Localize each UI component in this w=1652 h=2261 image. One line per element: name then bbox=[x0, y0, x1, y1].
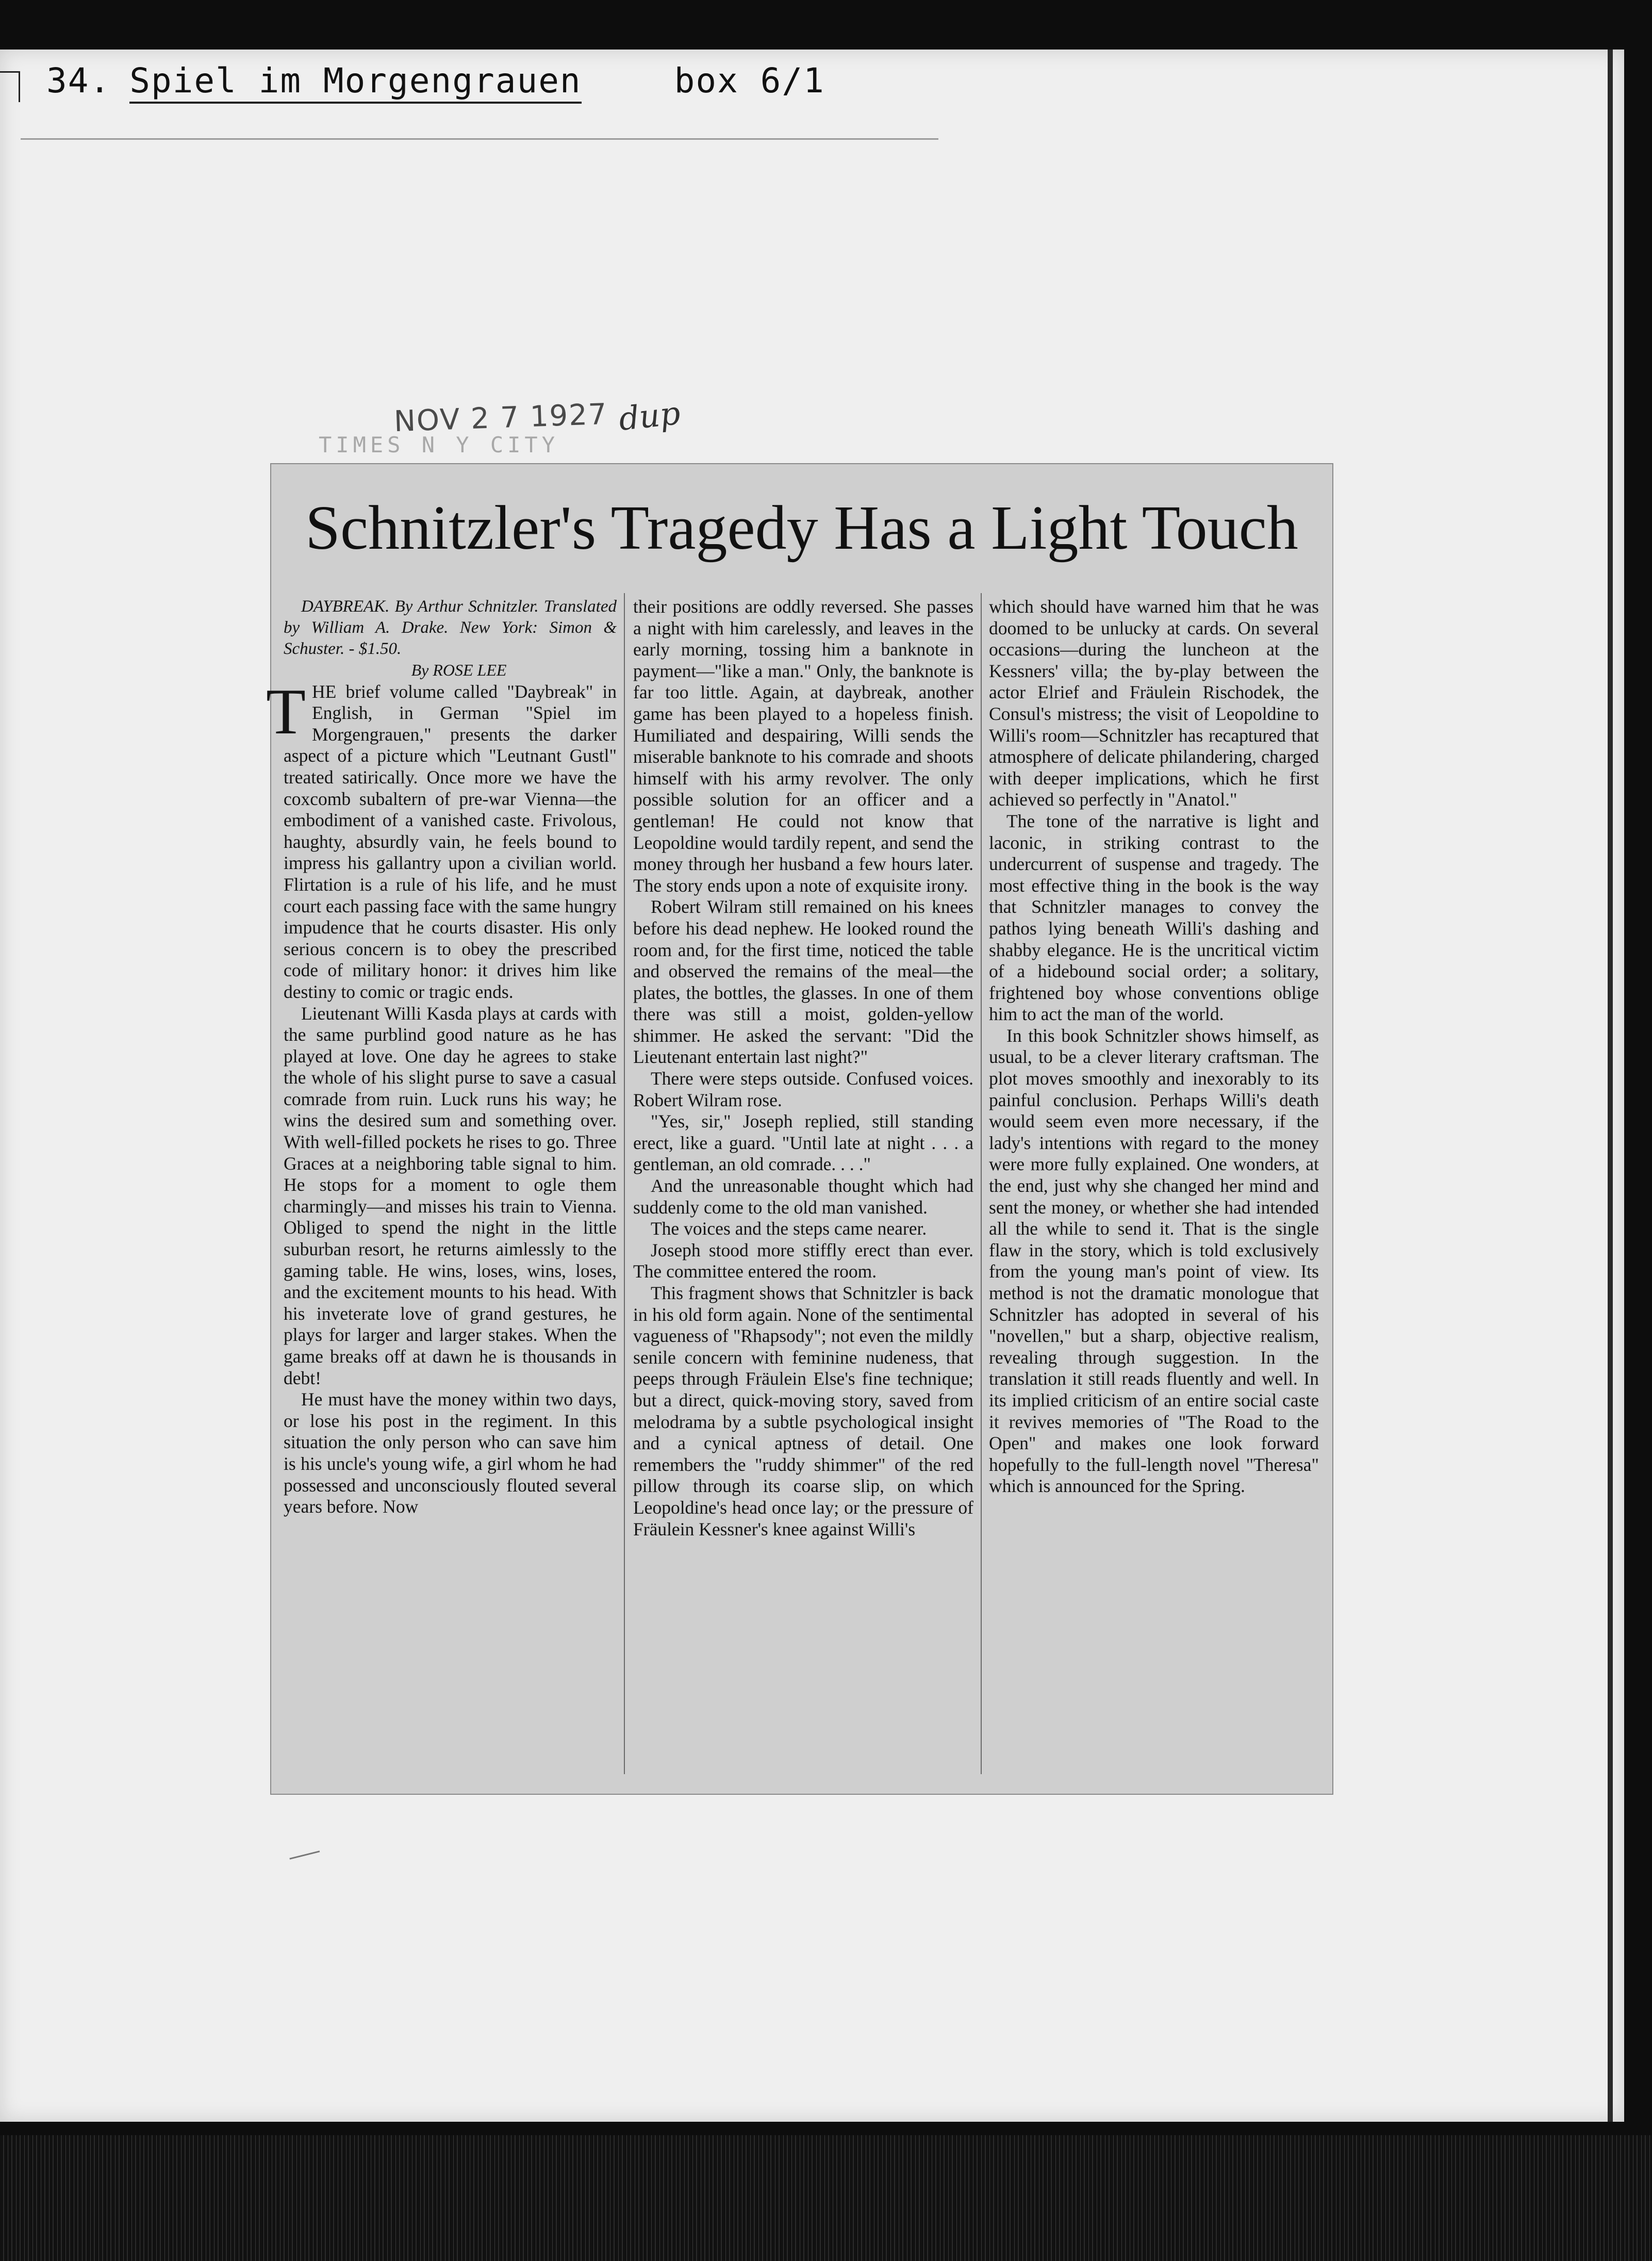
paragraph-text: HE brief volume called "Daybreak" in English, in German "Spiel im Morgengrauen," presents the darker aspect of a picture which "Leutnant Gustl" treated satirically. Once more we have the coxcomb subaltern of pre-war Vienna—the embodiment of a vanished caste. Frivolous, haughty, absurdly vain, he feels bound to impress his gallantry upon a civilian world. Flirtation is a rule of his life, and he must court each passing face with the same hungry impudence that he courts disaster. His only serious concern is to obey the prescribed code of military honor: it drives him like destiny to comic or tragic ends. bbox=[284, 681, 617, 1002]
drop-cap: T bbox=[266, 676, 306, 748]
sheet-edge bbox=[1608, 50, 1613, 2122]
item-number: 34. bbox=[46, 61, 111, 101]
column-rule bbox=[624, 593, 625, 1774]
date-stamp: NOV 2 7 1927 bbox=[393, 397, 608, 439]
article-column-2 bbox=[633, 596, 973, 1540]
book-byline: DAYBREAK. By Arthur Schnitzler. Translated by William A. Drake. New York: Simon & Schuster. - $1.50. bbox=[284, 597, 617, 658]
article-paragraph bbox=[266, 676, 617, 1003]
quoted-paragraph: There were steps outside. Confused voices. Robert Wilram rose. bbox=[633, 1068, 973, 1110]
article-column-3 bbox=[989, 596, 1319, 1497]
quoted-paragraph: Robert Wilram still remained on his knees before his dead nephew. He looked round the room and, for the first time, noticed the table and observed the remains of the meal—the plates, the bottles, the glasses. In one of them there was still a moist, golden-yellow shimmer. He asked the servant: "Did the Lieutenant entertain last night?" bbox=[633, 896, 973, 1068]
article-headline: Schnitzler's Tragedy Has a Light Touch bbox=[305, 493, 1298, 563]
item-title: Spiel im Morgengrauen bbox=[129, 61, 581, 104]
quoted-paragraph: "Yes, sir," Joseph replied, still standing erect, like a guard. "Until late at night . . . a gentleman, an old comrade. . . ." bbox=[633, 1111, 973, 1175]
header-rule bbox=[21, 138, 938, 140]
quoted-paragraph: And the unreasonable thought which had suddenly come to the old man vanished. bbox=[633, 1175, 973, 1218]
article-paragraph: which should have warned him that he was doomed to be unlucky at cards. On several occasions—during the luncheon at the Kessners' villa; the by-play between the actor Elrief and Fräulein Rischodek, the Consul's mistress; the visit of Leopoldine to Willi's room—Schnitzler has recaptured that atmosphere of delicate philandering, charged with deeper implications, which he first achieved so perfectly in "Anatol." bbox=[989, 596, 1319, 810]
handwritten-note: dup bbox=[617, 394, 682, 438]
corner-mark bbox=[0, 71, 20, 73]
article-column-1 bbox=[266, 596, 617, 1518]
column-rule bbox=[981, 593, 982, 1774]
article-paragraph: In this book Schnitzler shows himself, as usual, to be a clever literary craftsman. The plot moves smoothly and inexorably to its painful conclusion. Perhaps Willi's death would seem even more necessary, if the lady's intentions with regard to the money were more fully explained. One wonders, at the end, just why she changed her mind and sent the money, or whether she had intended all the while to send it. That is the single flaw in the story, which is told exclusively from the young man's point of view. Its method is not the dramatic monologue that Schnitzler has adopted in several of his "novellen," but a sharp, objective realism, revealing through suggestion. In the translation it still reads fluently and well. In its implied criticism of an entire social caste it revives memories of "The Road to the Open" and makes one look forward hopefully to the full-length novel "Theresa" which is announced for the Spring. bbox=[989, 1025, 1319, 1497]
article-paragraph: He must have the money within two days, or lose his post in the regiment. In this situation the only person who can save him is his uncle's young wife, a girl whom he had possessed and unconsciously flouted several years before. Now bbox=[284, 1389, 617, 1517]
source-stamp: TIMES N Y CITY bbox=[319, 432, 559, 457]
article-paragraph: Lieutenant Willi Kasda plays at cards with the same purblind good nature as he has played at love. One day he agrees to stake the whole of his slight purse to save a casual comrade from ruin. Luck runs his way; he wins the desired sum and something over. With well-filled pockets he rises to go. Three Graces at a neighboring table signal to him. He stops for a moment to ogle them charmingly—and misses his train to Vienna. Obliged to spend the night in the little suburban resort, he returns aimlessly to the gaming table. He wins, loses, wins, loses, and the excitement mounts to his head. With his inveterate love of grand gestures, he plays for larger and larger stakes. When the game breaks off at dawn he is thousands in debt! bbox=[284, 1003, 617, 1388]
article-author: By ROSE LEE bbox=[411, 661, 507, 679]
corner-mark-vertical bbox=[19, 71, 20, 102]
box-label: box 6/1 bbox=[674, 61, 825, 101]
quoted-paragraph: The voices and the steps came nearer. bbox=[651, 1218, 927, 1239]
newspaper-clipping bbox=[266, 464, 1332, 1794]
article-paragraph: their positions are oddly reversed. She passes a night with him carelessly, and leaves in the early morning, tossing him a banknote in payment—"like a man." Only, the banknote is far too little. Again, at daybreak, another game has been played to a hopeless finish. Humiliated and despairing, Willi sends the miserable banknote to his comrade and shoots himself with his army revolver. The only possible solution for an officer and a gentleman! He could not know that Leopoldine would tardily repent, and send the money through her husband a few hours later. The story ends upon a note of exquisite irony. bbox=[633, 596, 973, 896]
article-paragraph: The tone of the narrative is light and laconic, in striking contrast to the undercurrent of suspense and tragedy. The most effective thing in the book is the way that Schnitzler manages to convey the pathos lying beneath Willi's dashing and shabby elegance. He is the uncritical victim of a hidebound social order; a solitary, frightened boy whose conventions oblige him to act the man of the world. bbox=[989, 810, 1319, 1025]
scan-border bbox=[0, 2135, 1652, 2261]
article-paragraph: This fragment shows that Schnitzler is back in his old form again. None of the sentimental vagueness of "Rhapsody"; not even the mildly senile concern with feminine nudeness, that peeps through Fräulein Else's fine technique; but a direct, quick-moving story, saved from melodrama by a subtle psychological insight and a cynical aptness of detail. One remembers the "ruddy shimmer" of the red pillow through its coarse slip, on which Leopoldine's head once lay; or the pressure of Fräulein Kessner's knee against Willi's bbox=[633, 1283, 973, 1539]
quoted-paragraph: Joseph stood more stiffly erect than ever. The committee entered the room. bbox=[633, 1239, 973, 1282]
archive-header bbox=[46, 61, 825, 104]
